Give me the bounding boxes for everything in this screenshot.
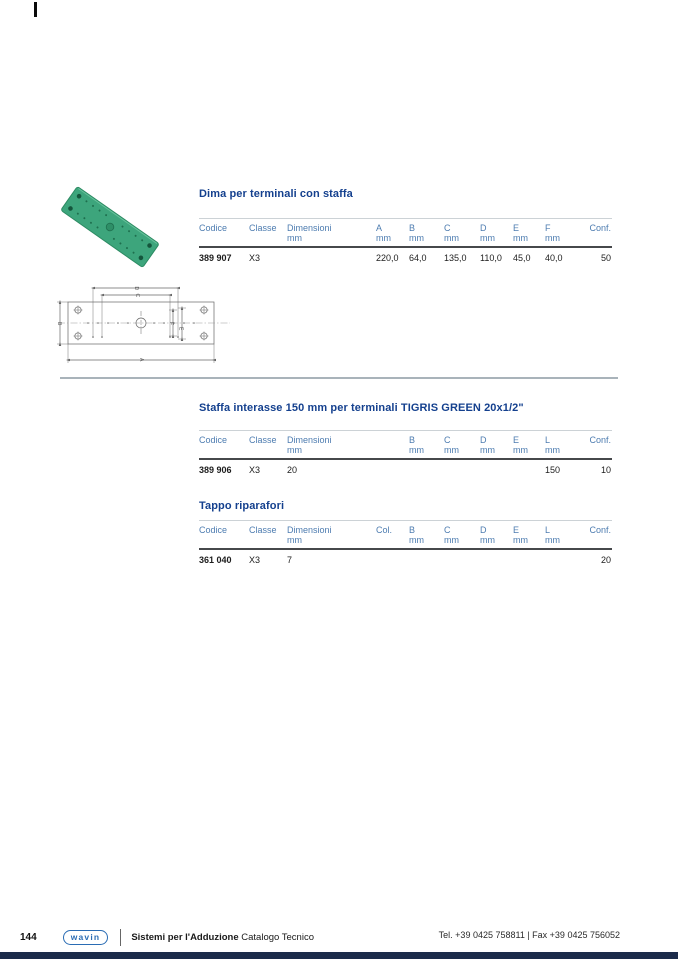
technical-drawing [52,280,238,372]
column-header-c: C mm [444,435,459,455]
cell-col [376,555,409,566]
dim-label-a: A [138,358,144,362]
column-header-codice: Codice [199,223,228,233]
dim-label-c: C [134,293,140,298]
table-row [199,550,612,566]
cell-c: 135,0 [444,253,467,263]
table-header-row [199,520,612,550]
column-header-classe: Classe [249,223,277,233]
cell-classe: X3 [249,465,261,475]
column-header-conf: Conf. [589,223,611,233]
column-header-c: C mm [444,525,459,545]
column-header-a: A mm [376,223,391,243]
dim-label-b: B [56,322,62,326]
section-dima-terminali [199,188,612,264]
cell-codice: 389 906 [199,465,232,475]
column-header-b: B mm [409,223,424,243]
wavin-logo: wavin [63,930,109,945]
cell-codice: 389 907 [199,253,232,263]
section-title: Dima per terminali con staffa [199,188,353,200]
column-header-b: B mm [409,525,424,545]
column-header-f: F mm [545,223,560,243]
column-header-e: E mm [513,435,528,455]
bottom-band [0,952,678,959]
cell-e [513,465,545,476]
cell-e [513,555,545,566]
page-crop-mark [34,2,37,17]
column-header-d: D mm [480,223,495,243]
dim-label-d: D [133,286,139,291]
footer-contact: Tel. +39 0425 758811 | Fax +39 0425 756052 [438,930,620,940]
footer-series-bold: Sistemi per l'Adduzione [131,931,239,943]
cell-dimensioni: 20 [287,465,298,475]
column-header-d: D mm [480,525,495,545]
footer-series-title [131,932,314,943]
dim-label-e: E [177,327,184,331]
column-header-classe: Classe [249,525,277,535]
cell-b [409,465,444,476]
column-header-codice: Codice [199,525,228,535]
cell-c [444,465,480,476]
section-tappo-riparafori [199,500,612,566]
product-table [199,520,612,566]
column-header-conf: Conf. [589,435,611,445]
column-header-dimensioni: Dimensioni mm [287,525,332,545]
cell-codice: 361 040 [199,555,232,565]
cell-f: 40,0 [545,253,563,263]
column-header-conf: Conf. [589,525,611,535]
product-table [199,430,612,476]
column-header-classe: Classe [249,435,277,445]
footer-separator [120,929,121,946]
table-row [199,248,612,264]
column-header-b: B mm [409,435,424,455]
cell-dimensioni: 7 [287,555,293,565]
cell-d: 110,0 [480,253,502,263]
cell-conf: 20 [600,555,611,565]
table-header-row [199,430,612,460]
plate-graphic [61,186,160,267]
column-header-l: L mm [545,435,560,455]
column-header-col: Col. [376,525,393,535]
column-header-codice: Codice [199,435,228,445]
section-divider [60,377,618,379]
section-staffa-interasse [199,402,612,476]
column-header-c: C mm [444,223,459,243]
column-header-d: D mm [480,435,495,455]
footer [0,926,678,948]
column-header-dimensioni: Dimensioni mm [287,435,332,455]
cell-l: 150 [545,465,561,475]
column-header-e: E mm [513,223,528,243]
page-number: 144 [20,931,37,943]
column-header-e: E mm [513,525,528,545]
dim-label-f: F [168,322,174,326]
cell-a: 220,0 [376,253,399,263]
cell-d [480,555,513,566]
product-photo-plate [52,185,180,277]
cell-b: 64,0 [409,253,427,263]
product-table [199,218,612,264]
column-header-l: L mm [545,525,560,545]
cell-conf: 50 [600,253,611,263]
cell-d [480,465,513,476]
table-row [199,460,612,476]
cell-classe: X3 [249,555,261,565]
cell-classe: X3 [249,253,261,263]
section-title: Staffa interasse 150 mm per terminali TIGRIS GREEN 20x1/2" [199,402,524,414]
footer-catalog-label: Catalogo Tecnico [241,931,314,943]
cell-l [545,555,580,566]
column-header-dimensioni: Dimensioni mm [287,223,332,243]
cell-conf: 10 [600,465,611,475]
cell-e: 45,0 [513,253,531,263]
cell-c [444,555,480,566]
section-title: Tappo riparafori [199,500,285,512]
table-header-row [199,218,612,248]
cell-dimensioni [287,253,376,264]
cell-b [409,555,444,566]
